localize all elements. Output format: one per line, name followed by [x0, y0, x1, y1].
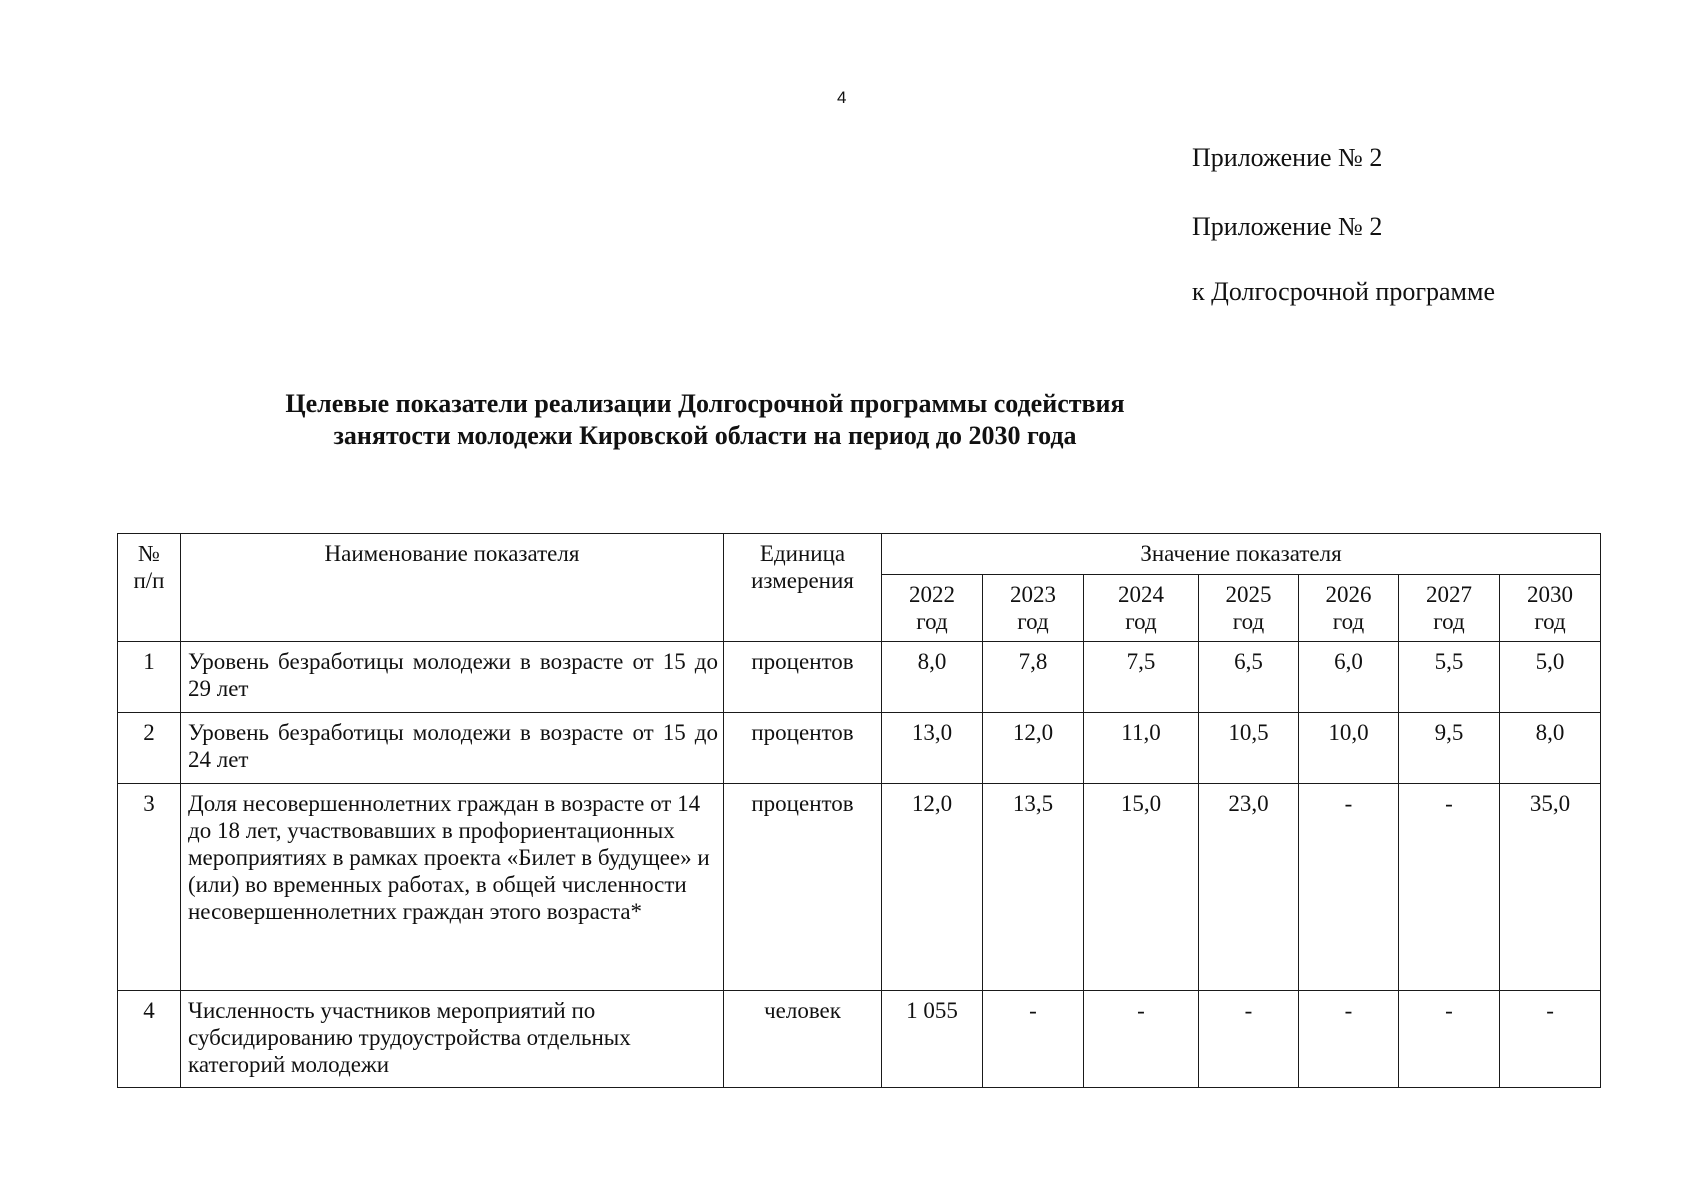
row-value: - — [1299, 784, 1399, 991]
year-label: 2027 — [1426, 582, 1472, 607]
row-value: 10,5 — [1199, 713, 1299, 784]
year-suffix: год — [916, 609, 948, 634]
row-value: 9,5 — [1399, 713, 1500, 784]
year-suffix: год — [1332, 609, 1365, 634]
header-value: Значение показателя — [882, 534, 1601, 575]
appendix-label-1: Приложение № 2 — [1192, 143, 1383, 172]
row-value: - — [1500, 991, 1601, 1088]
row-value: 6,5 — [1199, 642, 1299, 713]
year-suffix: год — [1125, 609, 1157, 634]
row-num: 1 — [118, 642, 181, 713]
row-value: 5,5 — [1399, 642, 1500, 713]
year-suffix: год — [1534, 609, 1566, 634]
row-value: 10,0 — [1299, 713, 1399, 784]
table-row — [118, 784, 1601, 991]
row-indicator-name: Численность участников мероприятий по субсидированию трудоустройства отдельных категорий молодежи — [181, 991, 724, 1088]
year-suffix: год — [1232, 609, 1265, 634]
header-num: № п/п — [118, 534, 181, 642]
row-value: 13,0 — [882, 713, 983, 784]
row-num: 2 — [118, 713, 181, 784]
year-header — [1084, 575, 1199, 642]
row-unit: процентов — [724, 642, 882, 713]
row-value: - — [983, 991, 1084, 1088]
row-value: 12,0 — [983, 713, 1084, 784]
row-indicator-name: Доля несовершеннолетних граждан в возрасте от 14 до 18 лет, участвовавших в профориентационных мероприятиях в рамках проекта «Билет в будущее» и (или) во временных работах, в общей численности несовершеннолетних граждан этого возраста* — [181, 784, 724, 991]
row-value: 8,0 — [1500, 713, 1601, 784]
row-value: - — [1299, 991, 1399, 1088]
header-name: Наименование показателя — [181, 534, 724, 642]
row-value: 7,5 — [1084, 642, 1199, 713]
row-value: 35,0 — [1500, 784, 1601, 991]
year-header — [882, 575, 983, 642]
year-label: 2030 — [1527, 582, 1574, 607]
year-header — [983, 575, 1084, 642]
page-number: 4 — [837, 88, 847, 107]
table-row — [118, 642, 1601, 713]
row-value: 13,5 — [983, 784, 1084, 991]
year-label: 2024 — [1118, 582, 1164, 607]
row-indicator-name: Уровень безработицы молодежи в возрасте от 15 до 29 лет — [181, 642, 724, 713]
year-label: 2026 — [1325, 582, 1372, 607]
row-value: - — [1399, 784, 1500, 991]
table-header-row — [118, 534, 1601, 575]
row-unit: процентов — [724, 784, 882, 991]
table-row — [118, 713, 1601, 784]
table-row — [118, 991, 1601, 1088]
row-unit: процентов — [724, 713, 882, 784]
row-value: 6,0 — [1299, 642, 1399, 713]
row-value: 7,8 — [983, 642, 1084, 713]
row-num: 3 — [118, 784, 181, 991]
year-header — [1299, 575, 1399, 642]
year-label: 2025 — [1225, 582, 1272, 607]
title-line-1: Целевые показатели реализации Долгосрочной программы содействия — [285, 389, 1125, 418]
row-value: 1 055 — [882, 991, 983, 1088]
appendix-program-ref: к Долгосрочной программе — [1192, 277, 1495, 306]
row-unit: человек — [724, 991, 882, 1088]
year-suffix: год — [1433, 609, 1465, 634]
row-value: 15,0 — [1084, 784, 1199, 991]
row-value: 12,0 — [882, 784, 983, 991]
year-header — [1399, 575, 1500, 642]
year-label: 2023 — [1010, 582, 1056, 607]
appendix-label-2: Приложение № 2 — [1192, 212, 1383, 241]
header-unit: Единица измерения — [724, 534, 882, 642]
year-label: 2022 — [909, 582, 955, 607]
indicators-table — [117, 533, 1601, 1088]
row-value: 23,0 — [1199, 784, 1299, 991]
row-value: 8,0 — [882, 642, 983, 713]
year-header — [1500, 575, 1601, 642]
year-header — [1199, 575, 1299, 642]
row-value: 5,0 — [1500, 642, 1601, 713]
row-value: - — [1199, 991, 1299, 1088]
row-value: - — [1399, 991, 1500, 1088]
row-indicator-name: Уровень безработицы молодежи в возрасте от 15 до 24 лет — [181, 713, 724, 784]
document-title — [0, 388, 1410, 452]
row-num: 4 — [118, 991, 181, 1088]
title-line-2: занятости молодежи Кировской области на период до 2030 года — [333, 421, 1077, 450]
row-value: 11,0 — [1084, 713, 1199, 784]
row-value: - — [1084, 991, 1199, 1088]
year-suffix: год — [1017, 609, 1049, 634]
